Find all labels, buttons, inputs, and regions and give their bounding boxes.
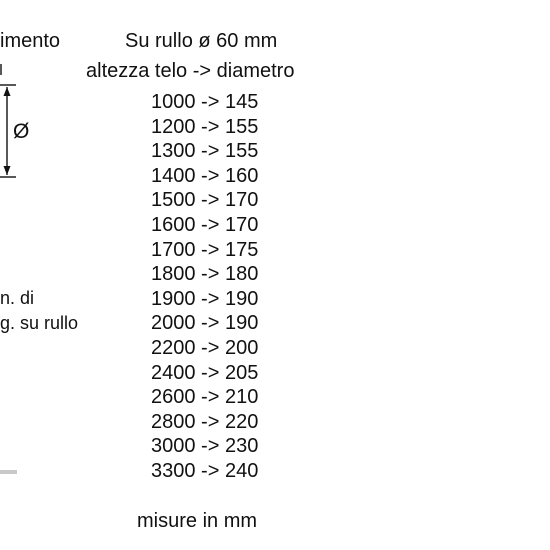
note-line-2: g. su rullo xyxy=(0,313,79,333)
table-row: 3000 -> 230 xyxy=(151,435,259,458)
text-fragment-mark xyxy=(0,62,3,76)
diameter-dimension-diagram xyxy=(0,82,60,182)
table-row: 2600 -> 210 xyxy=(151,386,259,409)
table-row: 2200 -> 200 xyxy=(151,336,259,359)
table-row: 2000 -> 190 xyxy=(151,312,259,335)
table-row: 2400 -> 205 xyxy=(151,361,259,384)
dimension-arrow-bottom xyxy=(4,166,11,175)
table-row: 1000 -> 145 xyxy=(151,91,259,113)
table-row: 1600 -> 170 xyxy=(151,213,259,236)
table-row: 1900 -> 190 xyxy=(151,287,259,310)
table-row: 1800 -> 180 xyxy=(151,263,259,286)
table-row: 1500 -> 170 xyxy=(151,189,259,212)
table-row: 2800 -> 220 xyxy=(151,410,259,433)
table-subtitle: altezza telo -> diametro xyxy=(86,60,295,82)
left-heading-fragment: imento xyxy=(0,30,61,52)
diameter-table xyxy=(151,90,258,484)
table-row: 1700 -> 175 xyxy=(151,238,259,261)
diameter-symbol: Ø xyxy=(13,120,30,143)
table-row: 1200 -> 155 xyxy=(151,115,259,138)
units-footer: misure in mm xyxy=(137,510,258,532)
dimension-arrow-top xyxy=(4,87,11,96)
page-title: Su rullo ø 60 mm xyxy=(125,30,278,52)
gray-divider-bar xyxy=(0,470,17,474)
table-row: 1400 -> 160 xyxy=(151,164,259,187)
table-row: 1300 -> 155 xyxy=(151,140,259,163)
table-row: 3300 -> 240 xyxy=(151,459,259,482)
note-line-1: n. di xyxy=(0,288,35,308)
